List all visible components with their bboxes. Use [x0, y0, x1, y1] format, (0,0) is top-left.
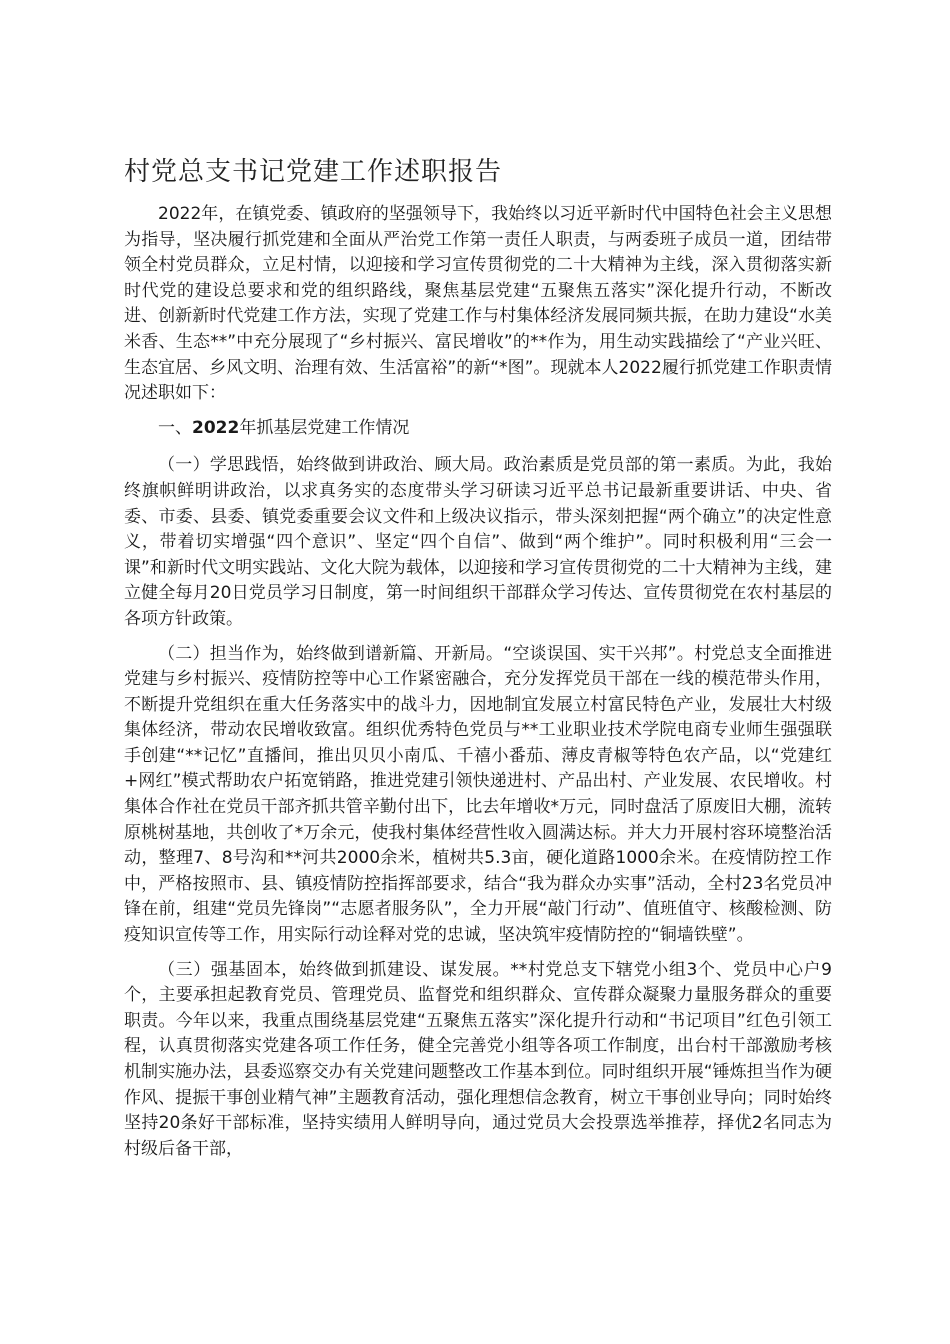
section-1-heading-year: 2022 — [192, 417, 240, 438]
section-1-heading-rest: 年抓基层党建工作情况 — [239, 417, 410, 438]
section-1-heading-prefix: 一、 — [158, 417, 192, 438]
item-1-paragraph: （一）学思践悟，始终做到讲政治、顾大局。政治素质是党员部的第一素质。为此，我始终旗帜鲜明讲政治，以求真务实的态度带头学习研读习近平总书记最新重要讲话、中央、省委、市委、县委、镇党委重要会议文件和上级决议指示，带头深刻把握“两个确立”的决定性意义，带着切实增强“四个意识”、坚定“四个自信”、做到“两个维护”。同时积极利用“三会一课”和新时代文明实践站、文化大院为载体，以迎接和学习宣传贯彻党的二十大精神为主线，建立健全每月20日党员学习日制度，第一时间组织干部群众学习传达、宣传贯彻党在农村基层的各项方针政策。 — [124, 455, 832, 629]
document-page — [124, 148, 832, 1171]
intro-paragraph: 2022年，在镇党委、镇政府的坚强领导下，我始终以习近平新时代中国特色社会主义思想为指导，坚决履行抓党建和全面从严治党工作第一责任人职责，与两委班子成员一道，团结带领全村党员群众，立足村情，以迎接和学习宣传贯彻党的二十大精神为主线，深入贯彻落实新时代党的建设总要求和党的组织路线，聚焦基层党建“五聚焦五落实”深化提升行动，不断改进、创新新时代党建工作方法，实现了党建工作与村集体经济发展同频共振，在助力建设“水美米香、生态**”中充分展现了“乡村振兴、富民增收”的**作为，用生动实践描绘了“产业兴旺、生态宜居、乡风文明、治理有效、生活富裕”的新“*图”。现就本人2022履行抓党建工作职责情况述职如下： — [124, 204, 832, 404]
item-3-paragraph: （三）强基固本，始终做到抓建设、谋发展。**村党总支下辖党小组3个、党员中心户9个，主要承担起教育党员、管理党员、监督党和组织群众、宣传群众凝聚力量服务群众的重要职责。今年以来，我重点围绕基层党建“五聚焦五落实”深化提升行动和“书记项目”红色引领工程，认真贯彻落实党建各项工作任务，健全完善党小组等各项工作制度，出台村干部激励考核机制实施办法，县委巡察交办有关党建问题整改工作基本到位。同时组织开展“锤炼担当作为硬作风、提振干事创业精气神”主题教育活动，强化理想信念教育，树立干事创业导向；同时始终坚持20条好干部标准，坚持实绩用人鲜明导向，通过党员大会投票选举推荐，择优2名同志为村级后备干部， — [124, 959, 832, 1159]
section-1-heading — [124, 416, 832, 442]
document-title: 村党总支书记党建工作述职报告 — [124, 157, 503, 187]
item-2-paragraph: （二）担当作为，始终做到谱新篇、开新局。“空谈误国、实干兴邦”。村党总支全面推进党建与乡村振兴、疫情防控等中心工作紧密融合，充分发挥党员干部在一线的模范带头作用，不断提升党组织在重大任务落实中的战斗力，因地制宜发展立村富民特色产业，发展壮大村级集体经济，带动农民增收致富。组织优秀特色党员与**工业职业技术学院电商专业师生强强联手创建“**记忆”直播间，推出贝贝小南瓜、千禧小番茄、薄皮青椒等特色农产品，以“党建红+网红”模式帮助农户拓宽销路，推进党建引领快递进村、产品出村、产业发展、农民增收。村集体合作社在党员干部齐抓共管辛勤付出下，比去年增收*万元，同时盘活了原废旧大棚，流转原桃树基地，共创收了*万余元，使我村集体经营性收入圆满达标。并大力开展村容环境整治活动，整理7、8号沟和**河共2000余米，植树共5.3亩，硬化道路1000余米。在疫情防控工作中，严格按照市、县、镇疫情防控指挥部要求，结合“我为群众办实事”活动，全村23名党员冲锋在前，组建“党员先锋岗”“志愿者服务队”，全力开展“敲门行动”、值班值守、核酸检测、防疫知识宣传等工作，用实际行动诠释对党的忠诚，坚决筑牢疫情防控的“铜墙铁壁”。 — [124, 643, 832, 946]
